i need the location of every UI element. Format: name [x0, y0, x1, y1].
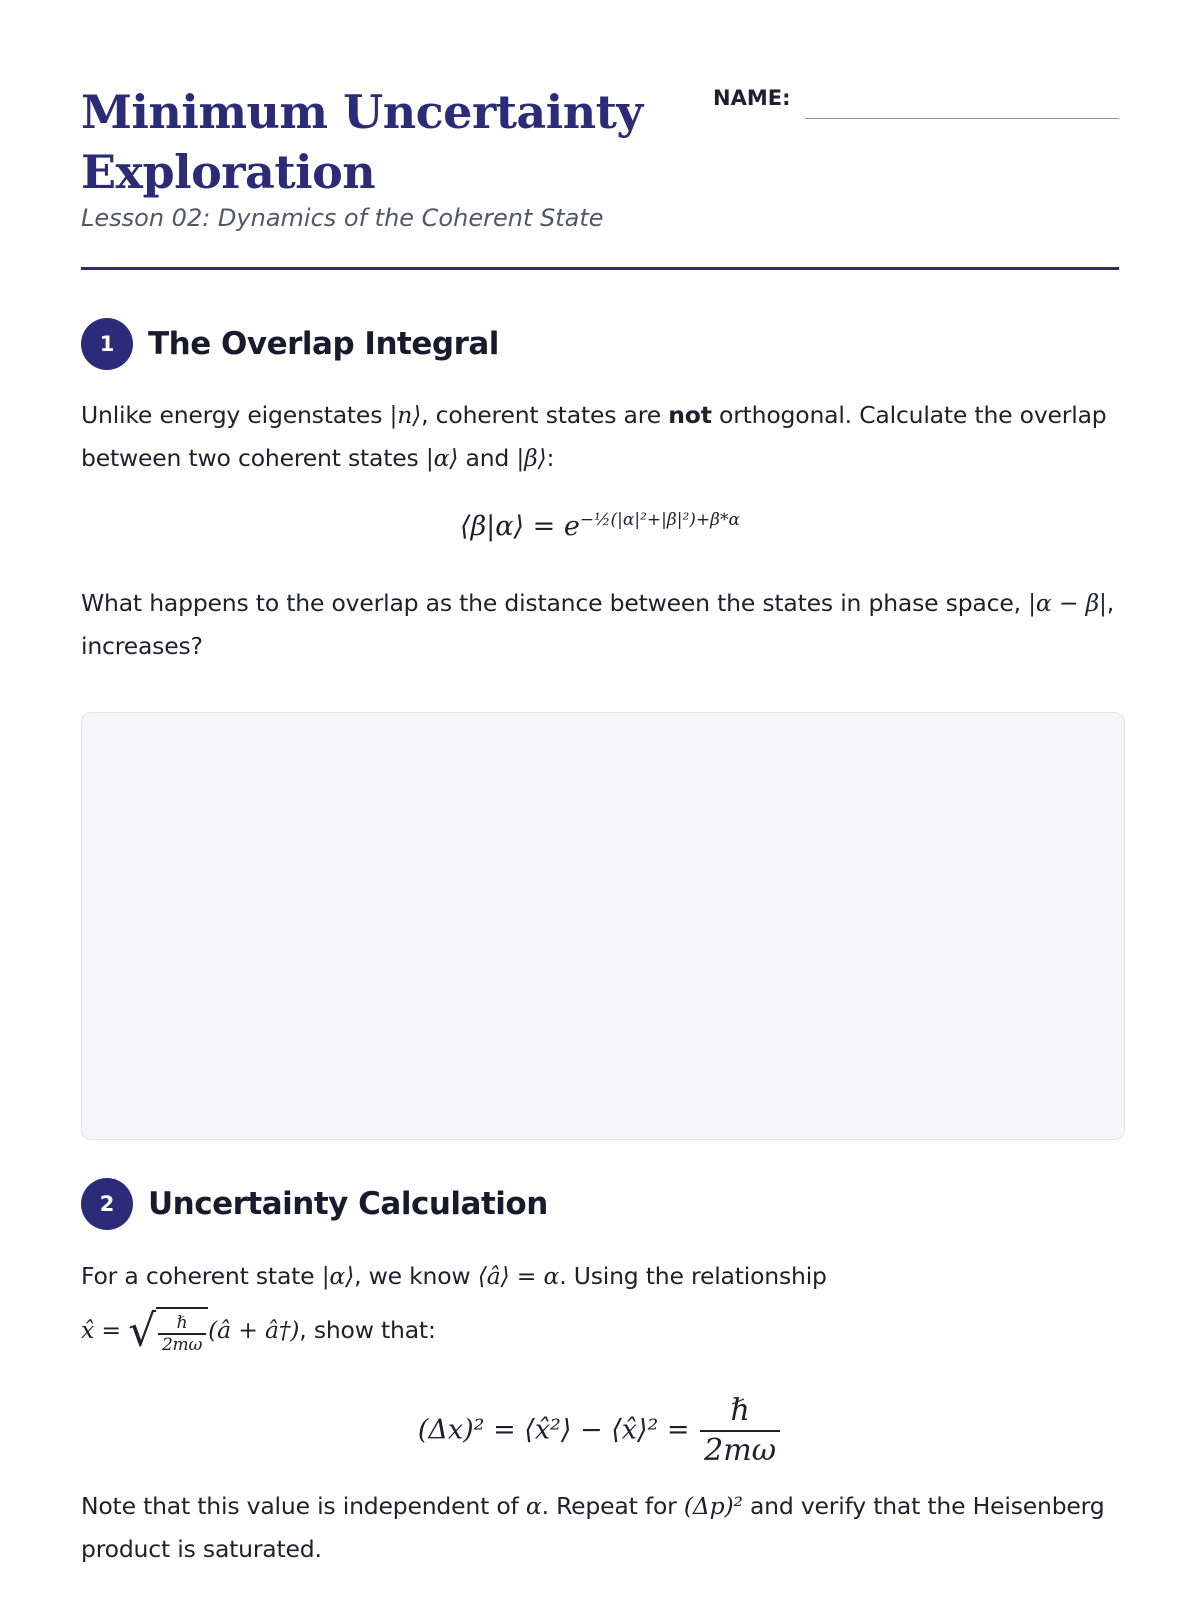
text: . Repeat for: [541, 1492, 684, 1520]
text: . Using the relationship: [559, 1262, 827, 1290]
emphasis-not: not: [668, 401, 712, 429]
text: What happens to the overlap as the distance between the states in phase space,: [81, 589, 1029, 617]
section-1-question: [81, 582, 1121, 668]
answer-box[interactable]: [81, 712, 1125, 1140]
text: Unlike energy eigenstates: [81, 401, 390, 429]
lesson-subtitle: Lesson 02: Dynamics of the Coherent State: [81, 204, 604, 232]
fraction-numerator: ℏ: [700, 1392, 780, 1432]
ladder-sum: (â + â†): [208, 1316, 300, 1344]
name-field[interactable]: [805, 118, 1119, 119]
fraction-numerator: ℏ: [158, 1313, 206, 1335]
section-1-header: [81, 318, 499, 370]
text: :: [546, 444, 555, 472]
equation-lhs: ⟨β|α⟩ = e: [460, 511, 580, 542]
section-number-badge: 1: [81, 318, 133, 370]
name-label: NAME:: [713, 86, 791, 110]
ket-beta: |β⟩: [516, 444, 547, 472]
text: and: [458, 444, 517, 472]
x-operator-definition: [81, 1306, 1121, 1357]
section-2-header: [81, 1178, 548, 1230]
text: Note that this value is independent of: [81, 1492, 526, 1520]
momentum-uncertainty: (Δp)²: [683, 1492, 743, 1520]
section-number-badge: 2: [81, 1178, 133, 1230]
ket-n: |n⟩: [389, 401, 422, 429]
ket-alpha: |α⟩: [321, 1262, 355, 1290]
equation-lhs: (Δx)² = ⟨x̂²⟩ − ⟨x̂⟩² =: [417, 1414, 699, 1446]
worksheet-header: [81, 0, 1119, 270]
text: , coherent states are: [421, 401, 669, 429]
ket-alpha: |α⟩: [425, 444, 459, 472]
page-title: Minimum Uncertainty Exploration: [81, 85, 643, 199]
section-2-intro: [81, 1255, 1121, 1298]
text: orthogonal. Calculate the overlap between two coherent states: [81, 401, 1107, 472]
text: , we know: [354, 1262, 478, 1290]
position-uncertainty-equation: [0, 1392, 1200, 1470]
section-title: Uncertainty Calculation: [148, 1186, 548, 1222]
expectation-a: ⟨â⟩ = α: [477, 1262, 560, 1290]
text: and verify that the Heisenberg product is saturated.: [81, 1492, 1105, 1563]
text: , show that:: [299, 1316, 436, 1344]
overlap-equation: [0, 510, 1200, 542]
text: , increases?: [81, 589, 1114, 660]
alpha-symbol: α: [525, 1492, 542, 1520]
fraction-denominator: 2mω: [161, 1335, 203, 1356]
fraction-denominator: 2mω: [704, 1433, 777, 1468]
text: For a coherent state: [81, 1262, 322, 1290]
equation-exponent: −½(|α|²+|β|²)+β*α: [579, 510, 740, 530]
sqrt-expression: √ $\frac{\text{ℏ}}{2m\omega}$: [128, 1306, 208, 1357]
distance-expression: |α − β|: [1028, 589, 1107, 617]
section-title: The Overlap Integral: [148, 326, 499, 362]
x-hat: x̂ =: [81, 1316, 129, 1344]
section-2-note: [81, 1485, 1121, 1571]
section-1-intro: [81, 394, 1121, 480]
